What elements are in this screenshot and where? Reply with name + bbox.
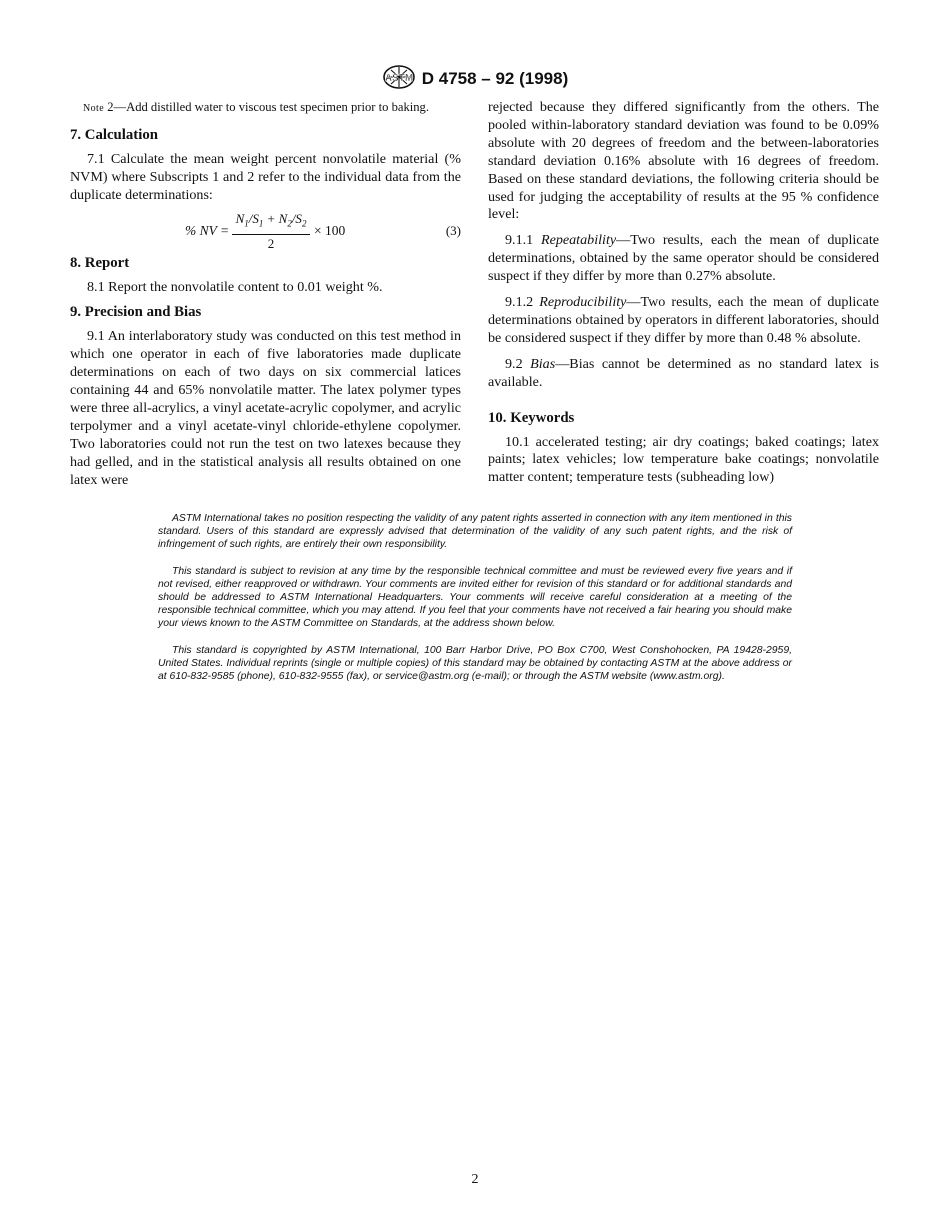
section-8-heading: 8. Report <box>70 254 130 271</box>
note-number: 2 <box>107 100 114 114</box>
equation-multiplier: × 100 <box>314 222 346 238</box>
equation-fraction <box>232 210 310 253</box>
equation-denominator: 2 <box>267 236 275 252</box>
footer-revision-notice: This standard is subject to revision at any time by the responsible technical committee and must be reviewed every five years and if not revised, either reapproved or withdrawn. Your comments are invited either for revision of this standard or for additional standards and should be addressed to ASTM International Headquarters. Your comments will receive careful consideration at a meeting of the responsible technical committee, which you may attend. If you feel that your comments have not received a fair hearing you should make your views known to the ASTM Committee on Standards, at the address shown below. <box>158 565 792 630</box>
footer-copyright-notice: This standard is copyrighted by ASTM International, 100 Barr Harbor Drive, PO Box C700, West Conshohocken, PA 19428-2959, United States. Individual reprints (single or multiple copies) of this standard may be obtained by contacting ASTM at the above address or at 610-832-9585 (phone), 610-832-9555 (fax), or service@astm.org (e-mail); or through the ASTM website (www.astm.org). <box>158 644 792 683</box>
page-header <box>0 64 950 90</box>
paragraph-9-2-text: —Bias cannot be determined as no standard latex is available. <box>488 355 879 390</box>
page-number: 2 <box>471 1172 479 1187</box>
paragraph-9-1: 9.1 An interlaboratory study was conducted on this test method in which one operator in each of five laboratories made duplicate determinations on each of two days on six commercial latices containing 44 and 65% nonvolatile matter. The latex polymer types were three all-acrylics, a vinyl acetate-acrylic copolymer, and acrylic terpolymer and a vinyl acetate-vinyl chloride-ethylene copolymer. Two laboratories could not run the test on two latexes because they had gelled, and in the statistical analysis all results obtained on one latex were <box>70 328 461 488</box>
bias-term: Bias <box>530 355 556 372</box>
copyright-footer <box>158 512 792 696</box>
paragraph-9-1-2 <box>488 294 879 348</box>
footer-patent-notice: ASTM International takes no position respecting the validity of any patent rights asserted in connection with any item mentioned in this standard. Users of this standard are expressly advised that determination of the validity of any such patent rights, and the risk of infringement of such rights, are entirely their own responsibility. <box>158 513 792 551</box>
paragraph-9-2-number: 9.2 <box>505 355 523 372</box>
paragraph-9-1-1 <box>488 232 879 286</box>
paragraph-7-1: 7.1 Calculate the mean weight percent nonvolatile material (% NVM) where Subscripts 1 and 2 refer to the individual data from the duplicate determinations: <box>70 150 461 203</box>
equation-number: (3) <box>445 222 461 238</box>
section-9-heading: 9. Precision and Bias <box>70 304 202 321</box>
paragraph-9-1-2-number: 9.1.2 <box>505 294 534 311</box>
paragraph-9-1-continued: rejected because they differed significantly from the others. The pooled within-laboratory standard deviation was found to be 0.09% absolute with 20 degrees of freedom and the between-laboratories standard deviation 0.16% absolute with 16 degrees of freedom. Based on these standard deviations, the following criteria should be used for judging the acceptability of results at the 95 % confidence level: <box>488 99 879 223</box>
astm-logo-icon <box>382 64 416 90</box>
right-column <box>488 99 879 495</box>
paragraph-10-1: 10.1 accelerated testing; air dry coatings; baked coatings; latex paints; latex vehicles; low temperature bake coatings; nonvolatile matter content; temperature tests (subheading low) <box>488 433 879 486</box>
paragraph-9-2 <box>488 356 879 392</box>
section-10-heading: 10. Keywords <box>488 409 575 426</box>
section-7-heading: 7. Calculation <box>70 127 158 143</box>
document-designation: D 4758 – 92 (1998) <box>421 69 569 88</box>
left-column <box>70 99 461 498</box>
equation-lhs: % NV = <box>185 222 230 238</box>
repeatability-term: Repeatability <box>540 232 617 249</box>
equation-3 <box>70 210 461 252</box>
paragraph-9-1-1-text: —Two results, each the mean of duplicate determinations, obtained by the same operator should be considered suspect if they differ by more than 0.27% absolute. <box>488 232 879 285</box>
note-label: Note <box>83 103 105 114</box>
note-text: —Add distilled water to viscous test specimen prior to baking. <box>113 100 429 114</box>
note-2 <box>70 99 461 117</box>
paragraph-9-1-1-number: 9.1.1 <box>505 232 534 249</box>
reproducibility-term: Reproducibility <box>539 294 627 311</box>
paragraph-8-1: 8.1 Report the nonvolatile content to 0.01 weight %. <box>87 278 383 295</box>
equation-numerator: $N_1/S_1 + N_2/S_2$ <box>232 210 310 236</box>
logo-text: ASTM <box>384 73 413 84</box>
paragraph-9-1-2-text: —Two results, each the mean of duplicate determinations obtained by operators in different laboratories, should be considered suspect if they differ by more than 0.48 % absolute. <box>488 294 879 346</box>
